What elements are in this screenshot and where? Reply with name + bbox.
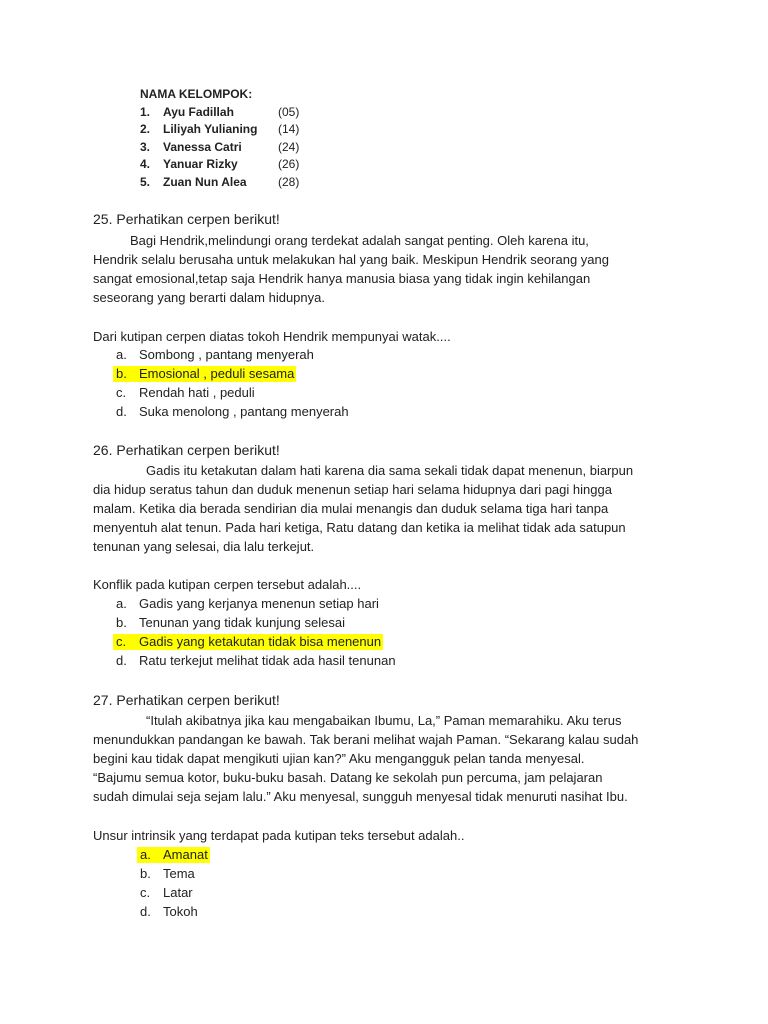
passage-line: tenunan yang selesai, dia lalu terkejut. <box>93 539 315 555</box>
option-text: Tokoh <box>163 904 198 919</box>
option-c <box>137 884 210 903</box>
member-code: (24) <box>278 139 300 154</box>
member-code: (26) <box>278 157 300 172</box>
option-letter: a. <box>116 347 127 362</box>
question-heading: 27. Perhatikan cerpen berikut! <box>93 692 280 708</box>
passage-line: Gadis itu ketakutan dalam hati karena dia sama sekali tidak dapat menenun, biarpun <box>146 462 634 478</box>
passage <box>93 711 638 807</box>
option-highlight <box>137 904 200 920</box>
option-d <box>137 903 210 922</box>
member-name: Yanuar Rizky <box>163 157 238 172</box>
option-highlight <box>113 366 296 382</box>
question-heading: 25. Perhatikan cerpen berikut! <box>93 211 280 227</box>
member-code: (28) <box>278 174 300 189</box>
option-letter: a. <box>116 596 127 611</box>
option-text: Suka menolong , pantang menyerah <box>139 404 349 419</box>
option-b <box>137 865 210 884</box>
option-letter: a. <box>140 847 151 862</box>
option-text: Amanat <box>163 847 208 862</box>
option-highlight <box>113 385 257 401</box>
option-d <box>113 403 351 422</box>
member-code: (05) <box>278 104 300 119</box>
option-letter: c. <box>116 385 127 400</box>
option-letter: c. <box>140 885 151 900</box>
member-number: 4. <box>140 157 151 172</box>
passage-line: seseorang yang berarti dalam hidupnya. <box>93 290 325 306</box>
option-highlight <box>113 634 383 650</box>
passage-line: begini kau tidak dapat mengikuti ujian kan?” Aku mengangguk pelan tanda menyesal. <box>93 750 585 766</box>
option-letter: b. <box>140 866 151 881</box>
member-name: Liliyah Yulianing <box>163 122 258 137</box>
passage <box>93 461 633 557</box>
member-number: 3. <box>140 139 151 154</box>
passage-line: “Itulah akibatnya jika kau mengabaikan Ibumu, La,” Paman memarahiku. Aku terus <box>146 712 622 728</box>
option-text: Gadis yang ketakutan tidak bisa menenun <box>139 634 382 649</box>
option-highlight <box>113 347 316 363</box>
passage-line: sangat emosional,tetap saja Hendrik hanya manusia biasa yang tidak ingin kehilangan <box>93 270 591 286</box>
option-letter: d. <box>140 904 151 919</box>
option-letter: b. <box>116 366 127 381</box>
option-text: Ratu terkejut melihat tidak ada hasil tenunan <box>139 653 396 668</box>
option-text: Rendah hati , peduli <box>139 385 255 400</box>
member-number: 5. <box>140 174 151 189</box>
option-text: Gadis yang kerjanya menenun setiap hari <box>139 596 379 611</box>
option-text: Tema <box>163 866 195 881</box>
option-text: Emosional , peduli sesama <box>139 366 295 381</box>
option-b <box>113 365 351 384</box>
option-a <box>113 595 398 614</box>
question-prompt: Unsur intrinsik yang terdapat pada kutipan teks tersebut adalah.. <box>93 828 465 843</box>
option-highlight <box>137 847 210 863</box>
option-text: Latar <box>163 885 193 900</box>
passage-line: sudah dimulai seja sejam lalu.” Aku menyesal, sungguh menyesal tidak menuruti nasihat Ibu. <box>93 789 628 805</box>
group-member <box>140 139 300 157</box>
passage-line: dia hidup seratus tahun dan duduk menenun setiap hari selama hidupnya dari pagi hingga <box>93 481 612 497</box>
passage <box>93 231 609 308</box>
member-code: (14) <box>278 122 300 137</box>
option-a <box>113 346 351 365</box>
option-letter: c. <box>116 634 127 649</box>
option-highlight <box>137 866 197 882</box>
option-c <box>113 384 351 403</box>
option-letter: b. <box>116 615 127 630</box>
member-number: 2. <box>140 122 151 137</box>
option-list <box>137 846 210 922</box>
passage-line: Bagi Hendrik,melindungi orang terdekat adalah sangat penting. Oleh karena itu, <box>130 232 589 248</box>
group-member <box>140 174 300 192</box>
option-c <box>113 633 398 652</box>
member-name: Vanessa Catri <box>163 139 242 154</box>
question-prompt: Konflik pada kutipan cerpen tersebut adalah.... <box>93 577 362 592</box>
option-highlight <box>137 885 195 901</box>
member-number: 1. <box>140 104 151 119</box>
option-b <box>113 614 398 633</box>
passage-line: “Bajumu semua kotor, buku-buku basah. Datang ke sekolah pun percuma, jam pelajaran <box>93 770 603 786</box>
group-member <box>140 121 300 139</box>
option-a <box>137 846 210 865</box>
option-d <box>113 652 398 671</box>
member-name: Ayu Fadillah <box>163 104 234 119</box>
option-list <box>113 346 351 422</box>
option-highlight <box>113 653 398 669</box>
passage-line: menyentuh alat tenun. Pada hari ketiga, Ratu datang dan ketika ia melihat tidak ada satupun <box>93 520 626 536</box>
option-text: Tenunan yang tidak kunjung selesai <box>139 615 345 630</box>
passage-line: Hendrik selalu berusaha untuk melakukan hal yang baik. Meskipun Hendrik seorang yang <box>93 251 609 267</box>
group-member <box>140 104 300 122</box>
option-letter: d. <box>116 404 127 419</box>
question-prompt: Dari kutipan cerpen diatas tokoh Hendrik mempunyai watak.... <box>93 328 451 344</box>
option-list <box>113 595 398 671</box>
passage-line: menundukkan pandangan ke bawah. Tak berani melihat wajah Paman. “Sekarang kalau sudah <box>93 731 639 747</box>
option-highlight <box>113 404 351 420</box>
group-title: NAMA KELOMPOK: <box>140 87 253 101</box>
option-highlight <box>113 596 381 612</box>
question-heading: 26. Perhatikan cerpen berikut! <box>93 442 280 458</box>
passage-line: malam. Ketika dia berada sendirian dia mulai menangis dan duduk selama tiga hari tanpa <box>93 500 609 516</box>
group-member-list <box>140 86 300 192</box>
option-letter: d. <box>116 653 127 668</box>
option-text: Sombong , pantang menyerah <box>139 347 314 362</box>
option-highlight <box>113 615 347 631</box>
group-member <box>140 156 300 174</box>
member-name: Zuan Nun Alea <box>163 174 247 189</box>
